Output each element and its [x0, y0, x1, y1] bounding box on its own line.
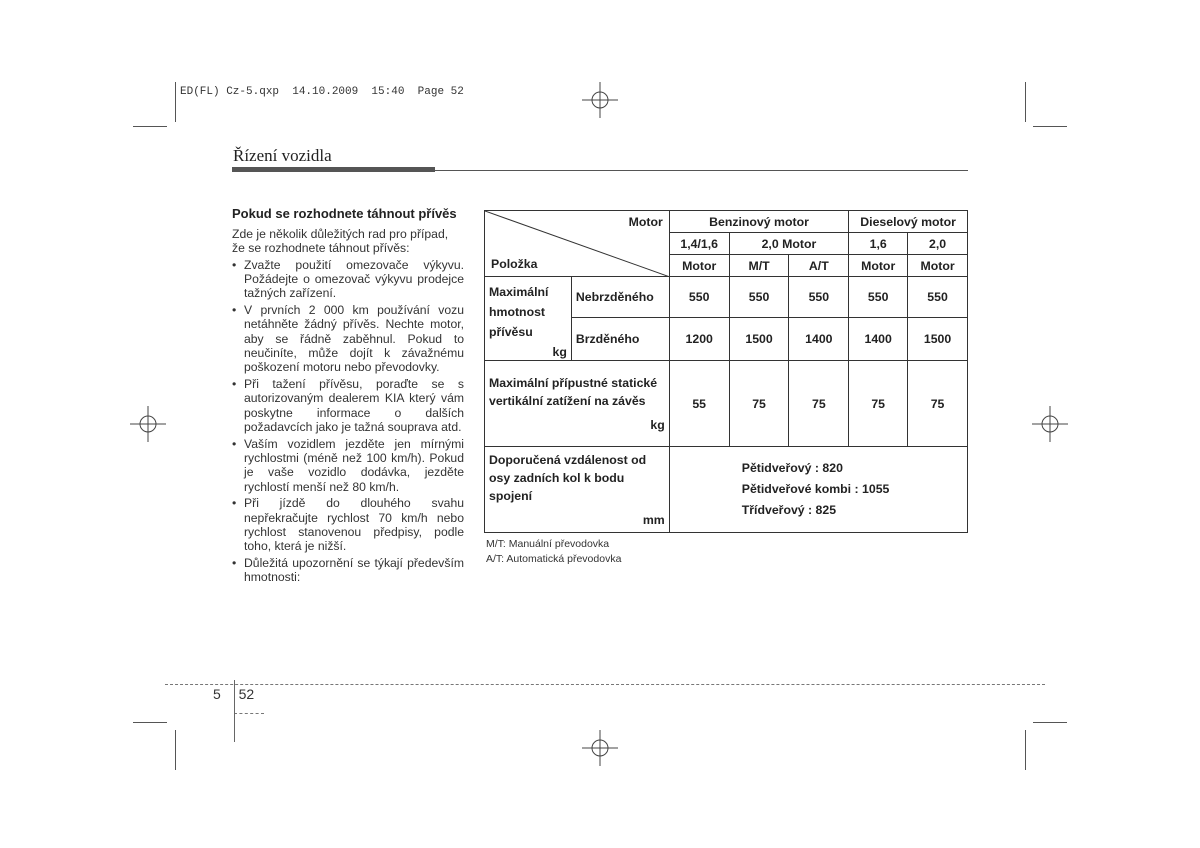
- hitch-distance-values: [669, 447, 967, 533]
- registration-mark-icon: [582, 730, 618, 766]
- table-cell: 75: [789, 361, 849, 447]
- engine-14-16-header: 1,4/1,6: [669, 233, 729, 255]
- motor-label: Motor: [908, 255, 968, 277]
- list-item: • Důležitá upozornění se týkají především hmotnosti:: [232, 556, 464, 585]
- distance-value: Třídveřový : 825: [741, 503, 837, 517]
- corner-item-label: Položka: [491, 257, 538, 271]
- table-cell: 1200: [669, 318, 729, 361]
- list-item: • Při jízdě do dlouhého svahu nepřekračujte rychlost 70 km/h nebo rychlost stanovenou předpisy, podle toho, která je nižší.: [232, 496, 464, 553]
- unbraked-label: Nebrzděného: [571, 277, 669, 318]
- unit-kg: kg: [552, 345, 567, 359]
- crop-mark: [133, 722, 167, 723]
- chapter-number: 5: [213, 686, 221, 702]
- towing-advice-column: [232, 207, 464, 585]
- table-cell: 55: [669, 361, 729, 447]
- table-cell: 1400: [789, 318, 849, 361]
- distance-value: Pětidveřové kombi : 1055: [741, 482, 890, 496]
- print-slug: ED(FL) Cz-5.qxp 14.10.2009 15:40 Page 52: [180, 86, 464, 98]
- diesel-20-header: 2,0: [908, 233, 968, 255]
- table-cell: 550: [669, 277, 729, 318]
- towing-bullet-list: [232, 258, 464, 585]
- table-cell: 550: [729, 277, 789, 318]
- trailer-spec-table: [484, 210, 968, 533]
- hitch-distance-label: Doporučená vzdálenost od osy zadních kol k bodu spojení mm: [485, 447, 670, 533]
- automatic-transmission-header: A/T: [789, 255, 849, 277]
- title-rule: [232, 170, 968, 171]
- table-cell: 550: [849, 277, 908, 318]
- list-item: • V prvních 2 000 km používání vozu netáhněte žádný přívěs. Nechte motor, aby se řádně zaběhnul. Pokud to neučiníte, může dojít k závažnému poškození motoru nebo převodovky.: [232, 303, 464, 374]
- table-cell: 550: [789, 277, 849, 318]
- crop-mark: [1033, 126, 1067, 127]
- crop-mark: [133, 126, 167, 127]
- diesel-engine-header: Dieselový motor: [849, 211, 968, 233]
- table-cell: 75: [849, 361, 908, 447]
- unit-kg: kg: [650, 417, 665, 432]
- corner-motor-label: Motor: [628, 215, 663, 229]
- footer-dashed-rule-short: [234, 713, 264, 714]
- registration-mark-icon: [130, 406, 166, 442]
- crop-mark: [175, 730, 176, 770]
- motor-label: Motor: [849, 255, 908, 277]
- table-row: [485, 361, 968, 447]
- table-cell: 550: [908, 277, 968, 318]
- crop-mark: [1025, 82, 1026, 122]
- list-item: • Zvažte použití omezovače výkyvu. Požádejte o omezovač výkyvu prodejce tažných zařízení.: [232, 258, 464, 301]
- footnote-mt: M/T: Manuální převodovka: [486, 538, 610, 550]
- petrol-engine-header: Benzinový motor: [669, 211, 848, 233]
- engine-20-header: 2,0 Motor: [729, 233, 849, 255]
- towing-heading: Pokud se rozhodnete táhnout přívěs: [232, 206, 457, 221]
- list-item: • Při tažení přívěsu, poraďte se s autorizovaným dealerem KIA který vám poskytne informace o dalších požadavcích jako je tažná souprava atd.: [232, 377, 464, 434]
- footnote-at: A/T: Automatická převodovka: [486, 553, 622, 565]
- crop-mark: [1025, 730, 1026, 770]
- towing-intro: Zde je několik důležitých rad pro případ, že se rozhodnete táhnout přívěs:: [232, 226, 449, 255]
- motor-label: Motor: [669, 255, 729, 277]
- distance-value: Pětidveřový : 820: [741, 461, 843, 475]
- page-number-value: 52: [238, 686, 255, 702]
- table-corner-cell: [485, 211, 670, 277]
- diesel-16-header: 1,6: [849, 233, 908, 255]
- unit-mm: mm: [642, 512, 665, 527]
- crop-mark: [1033, 722, 1067, 723]
- list-item: • Vaším vozidlem jezděte jen mírnými rychlostmi (méně než 100 km/h). Pokud je vaše vozidlo dodávka, jezděte rychlostí menší než 80 km/h.: [232, 437, 464, 494]
- registration-mark-icon: [582, 82, 618, 118]
- static-load-label: Maximální přípustné statické vertikální zatížení na závěs kg: [485, 361, 670, 447]
- manual-transmission-header: M/T: [729, 255, 789, 277]
- table-cell: 1500: [729, 318, 789, 361]
- table-cell: 75: [908, 361, 968, 447]
- page-number: [213, 686, 254, 702]
- max-trailer-mass-label: Maximální hmotnost přívěsu kg: [485, 277, 572, 361]
- table-row: [485, 277, 968, 318]
- table-cell: 1500: [908, 318, 968, 361]
- table-cell: 1400: [849, 318, 908, 361]
- section-title: Řízení vozidla: [233, 146, 332, 165]
- registration-mark-icon: [1032, 406, 1068, 442]
- braked-label: Brzděného: [571, 318, 669, 361]
- table-cell: 75: [729, 361, 789, 447]
- crop-mark: [175, 82, 176, 122]
- footer-dashed-rule: [165, 684, 1045, 685]
- table-row: [485, 447, 968, 533]
